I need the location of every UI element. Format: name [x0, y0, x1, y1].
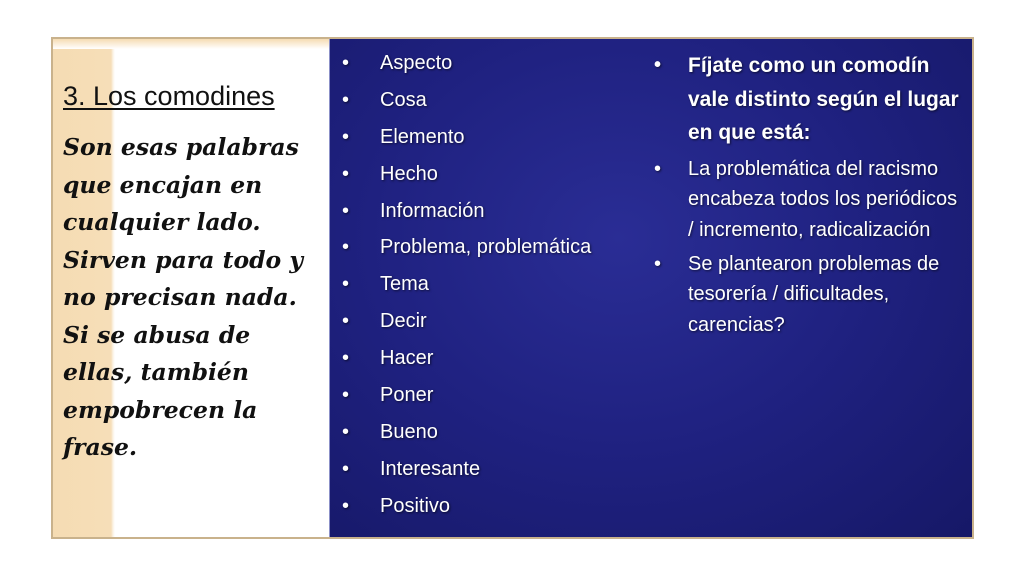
list-item-label: Positivo	[380, 494, 451, 517]
list-item-label: Poner	[380, 384, 434, 407]
list-item	[330, 119, 640, 156]
bullet-icon: •	[654, 54, 662, 76]
bullet-icon: •	[342, 199, 350, 222]
decorative-stripe	[53, 39, 329, 49]
list-item-label: Interesante	[380, 457, 481, 480]
list-item-label: Tema	[380, 273, 429, 296]
bullet-icon: •	[342, 420, 350, 443]
bullet-icon: •	[342, 88, 350, 111]
bullet-icon: •	[342, 384, 350, 407]
example-item-text: La problemática del racismo encabeza todos los periódicos / incremento, radicalización	[688, 157, 958, 241]
bullet-icon: •	[342, 236, 350, 259]
list-item-label: Aspecto	[380, 52, 453, 74]
list-item-label: Hecho	[380, 162, 438, 185]
bullet-icon: •	[342, 494, 350, 517]
right-panel	[329, 39, 972, 537]
bullet-icon: •	[342, 125, 350, 148]
bullet-icon: •	[342, 347, 350, 370]
slide-frame	[51, 37, 974, 539]
left-panel	[53, 39, 329, 537]
list-item-label: Bueno	[380, 420, 438, 443]
list-item	[330, 303, 640, 340]
list-item	[330, 488, 640, 525]
list-item	[330, 266, 640, 303]
example-item	[650, 154, 965, 246]
list-item	[330, 193, 640, 230]
list-item	[330, 156, 640, 193]
list-item	[330, 340, 640, 377]
list-item	[330, 45, 640, 82]
bullet-icon: •	[342, 162, 350, 185]
bullet-icon: •	[342, 310, 350, 333]
example-item	[650, 249, 965, 341]
list-item-label: Problema, problemática	[380, 236, 592, 259]
list-item-label: Elemento	[380, 125, 465, 148]
list-item-label: Hacer	[380, 347, 434, 370]
slide-description: Son esas palabras que encajan en cualquier lado. Sirven para todo y no precisan nada. Si se abusa de ellas, también empobrecen la frase.	[63, 133, 304, 461]
examples-heading	[650, 49, 965, 150]
list-item	[330, 229, 640, 266]
list-item	[330, 451, 640, 488]
wildcard-word-list	[330, 45, 640, 525]
bullet-icon: •	[654, 252, 662, 275]
bullet-icon: •	[342, 457, 350, 480]
list-item-label: Decir	[380, 310, 427, 333]
examples-list	[650, 49, 965, 344]
examples-heading-text: Fíjate como un comodín vale distinto según el lugar en que está:	[688, 54, 959, 144]
list-item-label: Cosa	[380, 88, 427, 111]
list-item	[330, 414, 640, 451]
list-item	[330, 377, 640, 414]
example-item-text: Se plantearon problemas de tesorería / dificultades, carencias?	[688, 252, 940, 337]
bullet-icon: •	[342, 52, 350, 74]
bullet-icon: •	[654, 157, 662, 180]
slide-title: 3. Los comodines	[63, 81, 275, 111]
list-item	[330, 82, 640, 119]
list-item-label: Información	[380, 199, 485, 222]
bullet-icon: •	[342, 273, 350, 296]
